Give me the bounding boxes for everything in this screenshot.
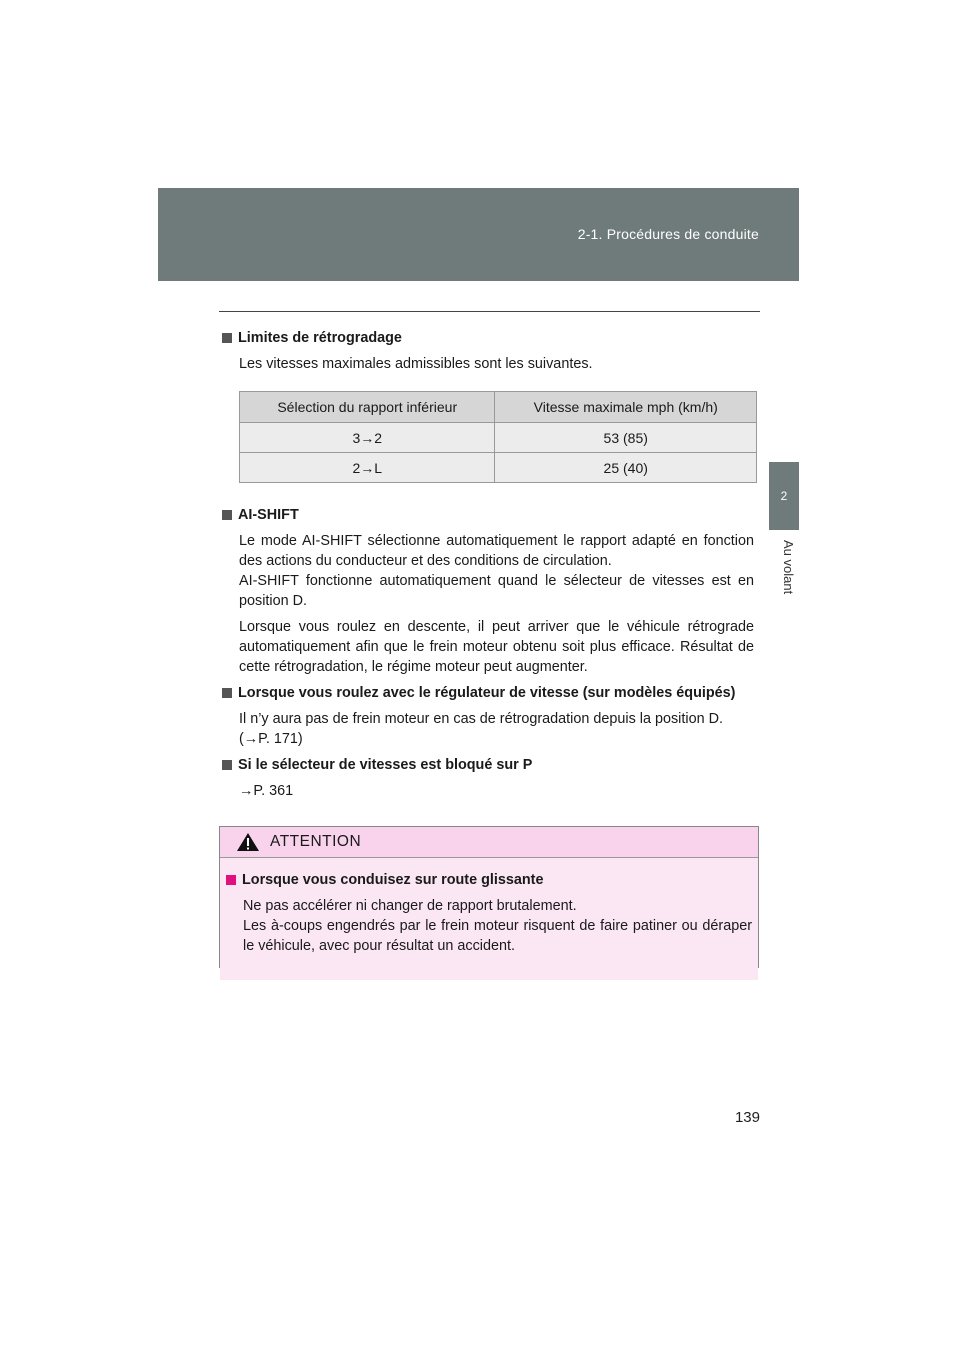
table-cell: 53 (85): [495, 423, 757, 453]
table-header-row: [240, 392, 757, 423]
warning-header: [220, 827, 758, 858]
bullet-square-icon: [222, 760, 232, 770]
warning-box: [219, 826, 759, 968]
ai-shift-section: [222, 505, 754, 677]
chapter-label: Au volant: [781, 540, 796, 595]
cruise-paragraph: Il n’y aura pas de frein moteur en cas de rétrogradation depuis la position D.: [239, 711, 723, 727]
warning-line: Ne pas accélérer ni changer de rapport brutalement.: [243, 898, 577, 914]
table-cell: 25 (40): [495, 453, 757, 483]
ai-shift-paragraph: AI-SHIFT fonctionne automatiquement quand le sélecteur de vitesses est en position D.: [239, 573, 754, 609]
divider: [219, 311, 760, 312]
table-row: [240, 423, 757, 453]
cruise-section: [222, 683, 754, 749]
locked-heading: Si le sélecteur de vitesses est bloqué sur P: [222, 755, 754, 775]
table-cell: 2→L: [240, 453, 495, 483]
section-title: 2-1. Procédures de conduite: [577, 226, 759, 242]
ai-shift-paragraph: Le mode AI-SHIFT sélectionne automatiquement le rapport adapté en fonction des actions du conducteur et des conditions de circulation.: [239, 533, 754, 569]
ai-shift-heading: AI-SHIFT: [222, 505, 754, 525]
warning-heading: Lorsque vous conduisez sur route glissante: [226, 870, 752, 890]
cruise-heading: Lorsque vous roulez avec le régulateur de vitesse (sur modèles équipés): [222, 683, 754, 703]
warning-body: [220, 858, 758, 980]
bullet-square-icon: [222, 510, 232, 520]
downshift-heading: Limites de rétrogradage: [222, 328, 754, 348]
header-band: [158, 188, 799, 281]
table-row: [240, 453, 757, 483]
main-content: [222, 328, 754, 801]
warning-title: ATTENTION: [270, 833, 362, 850]
cruise-page-ref: (→P. 171): [239, 731, 303, 747]
ai-shift-paragraph: Lorsque vous roulez en descente, il peut arriver que le véhicule rétrograde automatiquement afin que le frein moteur obtenu soit plus efficace. Résultat de cette rétrogradation, le régime moteur peut augmenter.: [239, 619, 754, 675]
downshift-intro: Les vitesses maximales admissibles sont les suivantes.: [239, 356, 593, 372]
table-cell: 3→2: [240, 423, 495, 453]
chapter-tab: 2: [769, 462, 799, 530]
bullet-square-icon: [226, 875, 236, 885]
table-header-cell: Vitesse maximale mph (km/h): [495, 392, 757, 423]
warning-triangle-icon: [236, 832, 260, 852]
warning-line: Les à-coups engendrés par le frein moteur risquent de faire patiner ou déraper le véhicule, avec pour résultat un accident.: [243, 918, 752, 954]
table-header-cell: Sélection du rapport inférieur: [240, 392, 495, 423]
page-number: 139: [734, 1109, 760, 1126]
bullet-square-icon: [222, 333, 232, 343]
locked-section: [222, 755, 754, 801]
bullet-square-icon: [222, 688, 232, 698]
downshift-table: [239, 391, 757, 483]
locked-page-ref: →P. 361: [239, 783, 294, 799]
